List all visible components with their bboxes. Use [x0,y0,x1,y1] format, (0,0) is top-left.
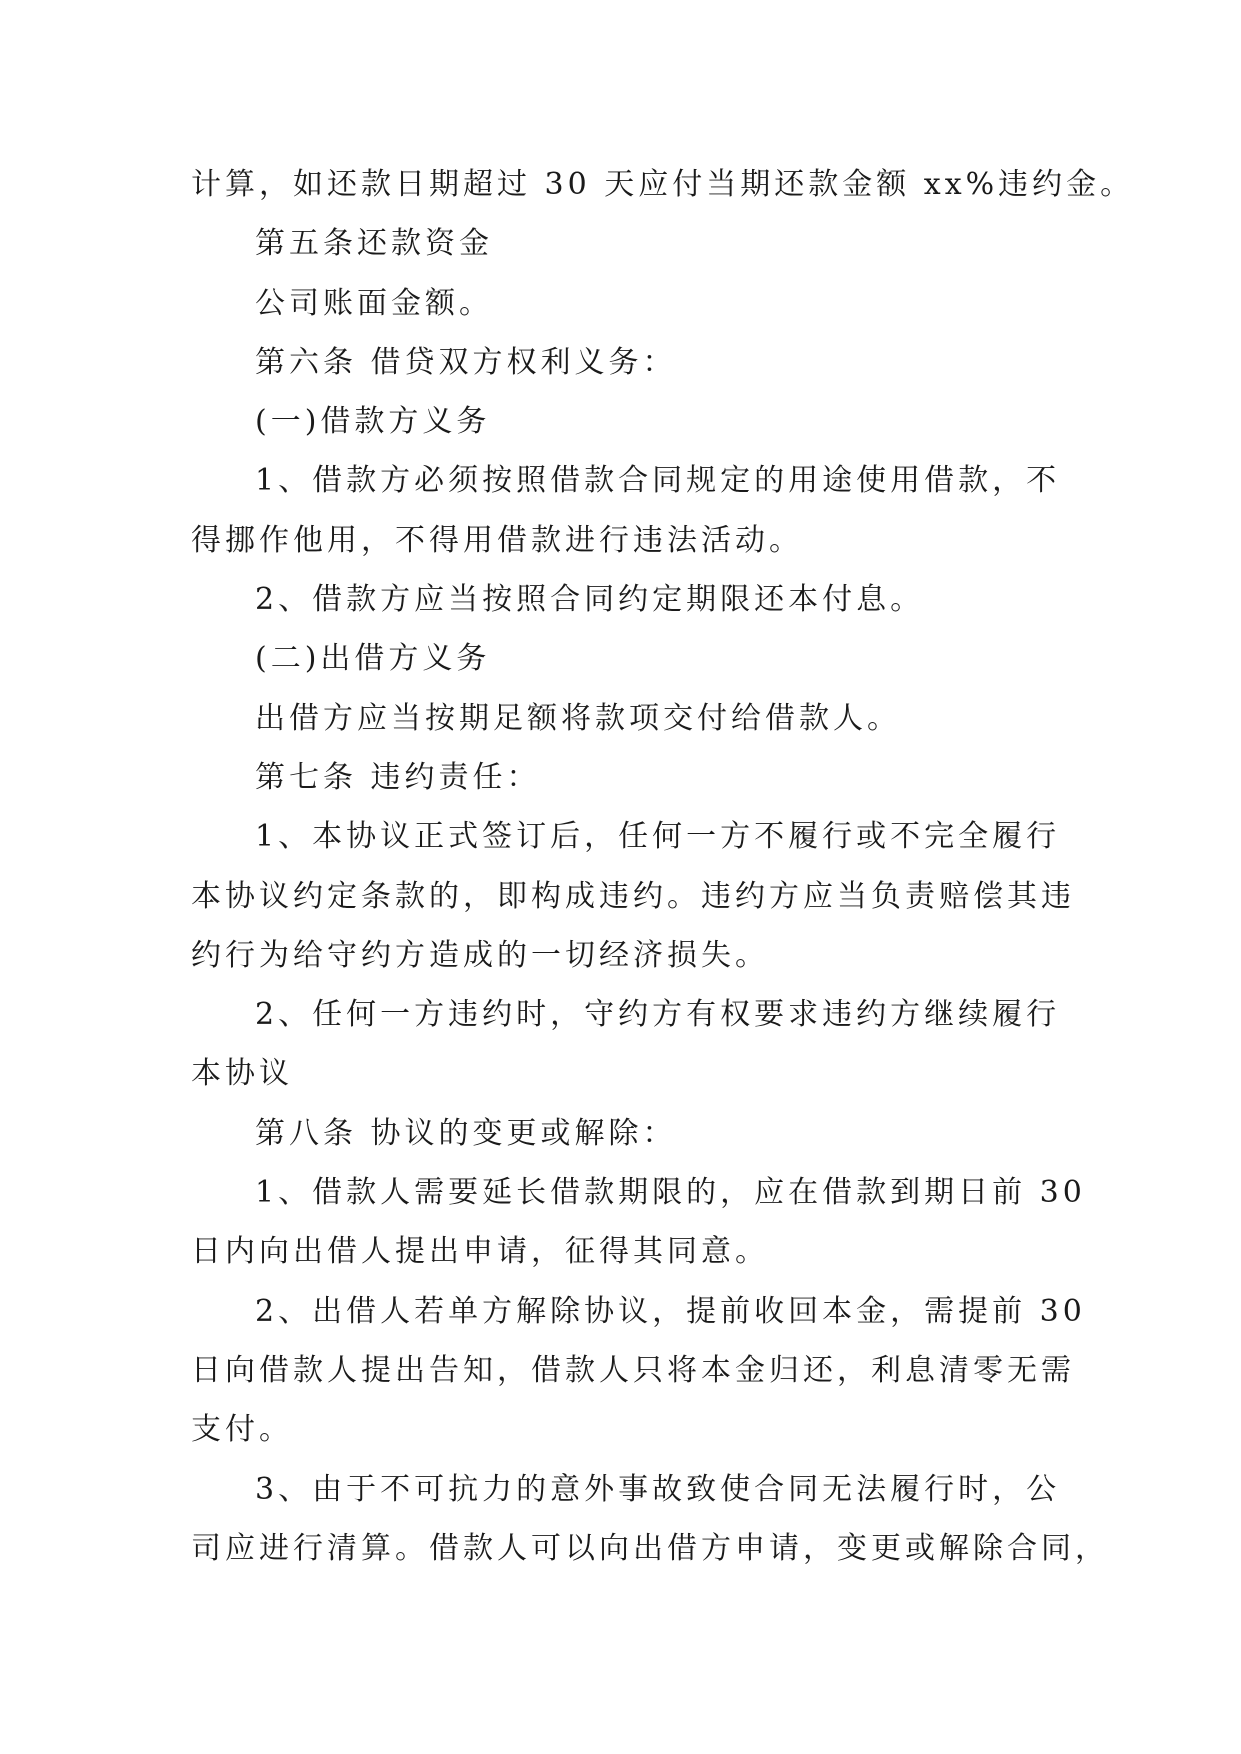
text-line: 出借方应当按期足额将款项交付给借款人。 [255,700,901,736]
text-line: 2、出借人若单方解除协议，提前收回本金，需提前 30 [255,1293,1086,1329]
text-line: 计算，如还款日期超过 30 天应付当期还款金额 xx%违约金。 [191,167,1135,202]
text-line: 日向借款人提出告知，借款人只将本金归还，利息清零无需 [191,1352,1075,1388]
text-line: (二)出借方义务 [255,641,491,677]
text-line: 约行为给守约方造成的一切经济损失。 [191,937,769,973]
text-line: 司应进行清算。借款人可以向出借方申请，变更或解除合同， [191,1530,1109,1566]
text-line: 1、借款方必须按照借款合同规定的用途使用借款，不 [255,463,1061,499]
text-line: 支付。 [191,1412,293,1448]
text-line: 1、本协议正式签订后，任何一方不履行或不完全履行 [255,819,1061,855]
text-line: 2、任何一方违约时，守约方有权要求违约方继续履行 [255,997,1061,1033]
text-line: 得挪作他用，不得用借款进行违法活动。 [191,522,803,558]
text-line: 第七条 违约责任： [255,759,541,795]
document-body [191,155,1135,1578]
text-line: 2、借款方应当按照合同约定期限还本付息。 [255,582,925,618]
text-line: 本协议约定条款的，即构成违约。违约方应当负责赔偿其违 [191,878,1075,914]
text-line: 本协议 [191,1056,293,1092]
text-line: 第五条还款资金 [255,226,493,262]
text-line: 第六条 借贷双方权利义务： [255,344,677,380]
text-line: 日内向出借人提出申请，征得其同意。 [191,1234,769,1270]
text-line: 3、由于不可抗力的意外事故致使合同无法履行时，公 [255,1471,1061,1507]
text-line: 1、借款人需要延长借款期限的，应在借款到期日前 30 [255,1175,1086,1211]
text-line: 公司账面金额。 [255,285,493,321]
text-line: 第八条 协议的变更或解除： [255,1115,677,1151]
text-line: (一)借款方义务 [255,404,491,440]
